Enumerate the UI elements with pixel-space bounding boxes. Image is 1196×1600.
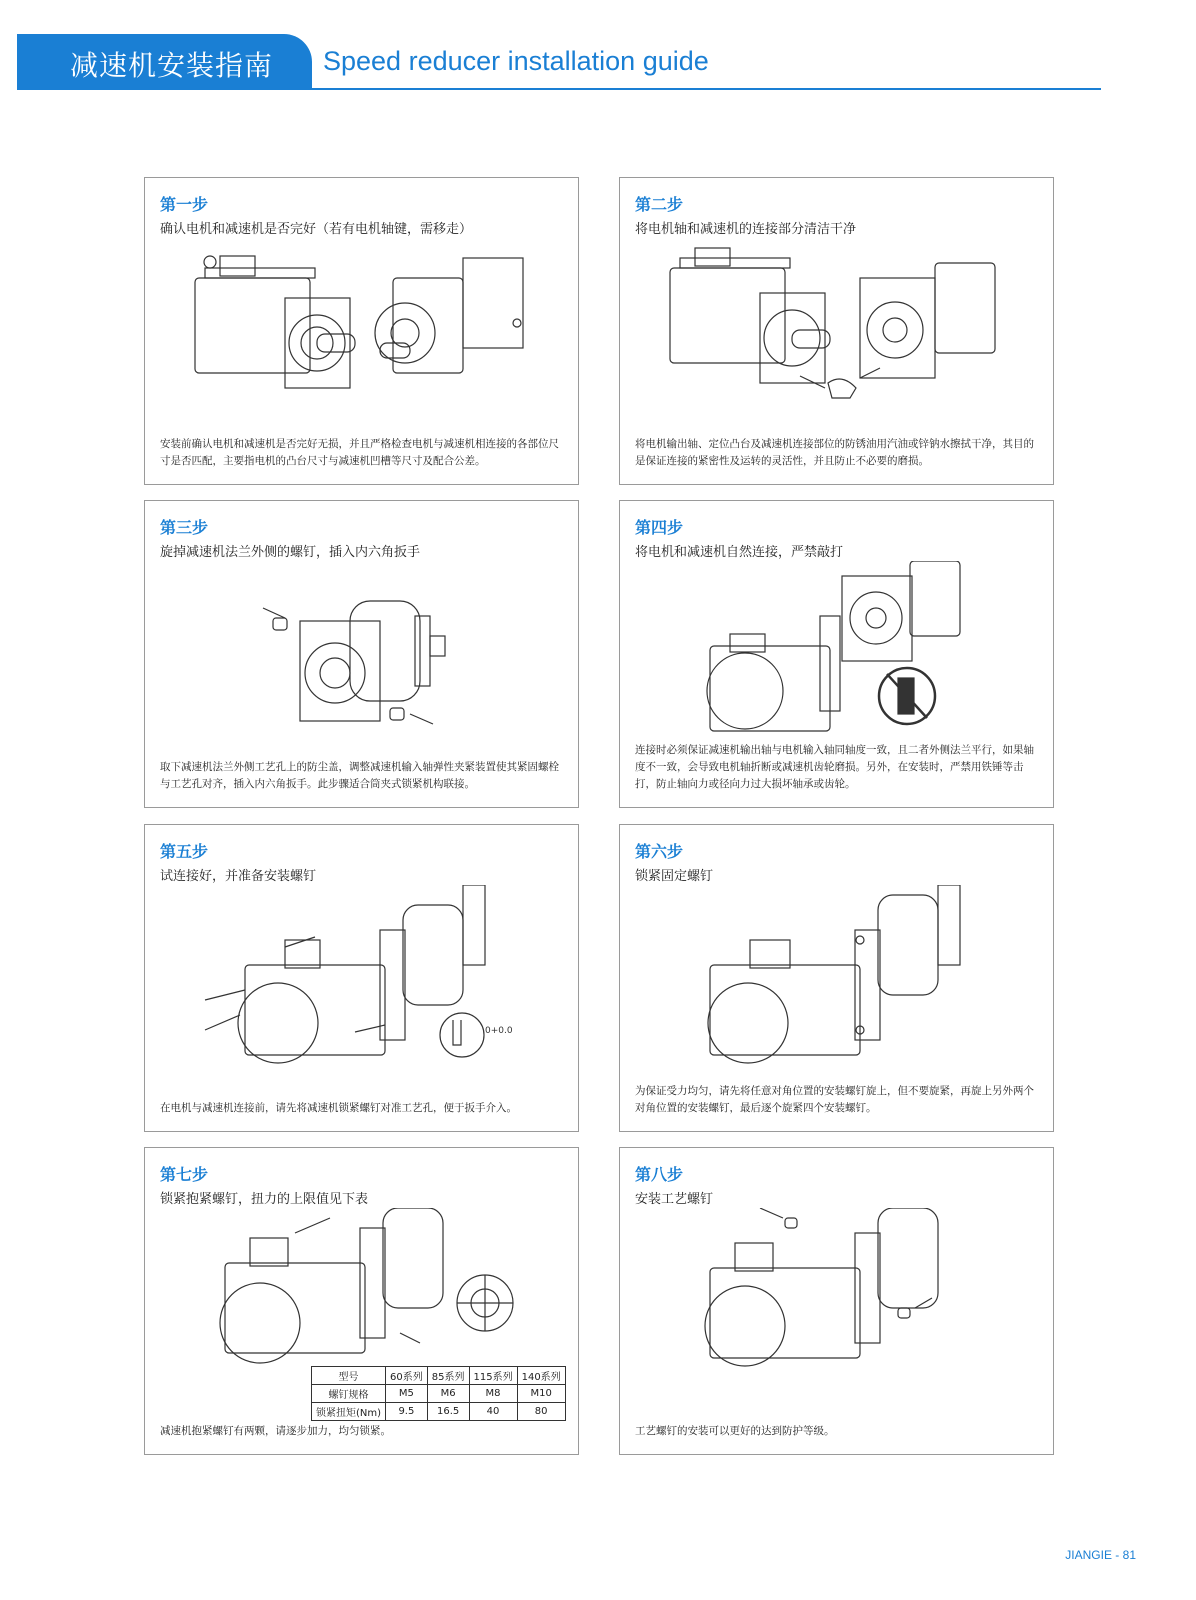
torque-table (311, 1366, 566, 1421)
step-card-2 (619, 177, 1054, 485)
footer-separator: - (1115, 1548, 1120, 1562)
table-cell: 螺钉规格 (312, 1385, 386, 1403)
step-subtitle: 锁紧固定螺钉 (635, 869, 714, 884)
cleaning-illustration (620, 238, 1055, 428)
step-card-1 (144, 177, 579, 485)
table-cell: 型号 (312, 1367, 386, 1385)
step-card-7 (144, 1147, 579, 1455)
table-cell: 115系列 (469, 1367, 517, 1385)
table-cell: 9.5 (386, 1403, 428, 1421)
table-cell: 锁紧扭矩(Nm) (312, 1403, 386, 1421)
header-title-en: Speed reducer installation guide (323, 46, 709, 76)
step-description: 将电机输出轴、定位凸台及减速机连接部位的防锈油用汽油或锌钠水擦拭干净，其目的是保证连接的紧密性及运转的灵活性，并且防止不必要的磨损。 (635, 438, 1034, 467)
step-card-5 (144, 824, 579, 1132)
tighten-screws-illustration (620, 885, 1055, 1075)
step-description: 在电机与减速机连接前，请先将减速机锁紧螺钉对准工艺孔，便于扳手介入。 (160, 1102, 517, 1114)
header-title-cn: 减速机安装指南 (70, 49, 274, 82)
table-cell: 85系列 (427, 1367, 469, 1385)
table-cell: 60系列 (386, 1367, 428, 1385)
step-subtitle: 确认电机和减速机是否完好（若有电机轴键，需移走） (160, 222, 473, 237)
table-cell: M8 (469, 1385, 517, 1403)
install-process-screws-illustration (620, 1208, 1055, 1398)
step-title: 第八步 (635, 1165, 684, 1184)
step-subtitle: 将电机轴和减速机的连接部分清洁干净 (635, 222, 857, 237)
header-divider (17, 88, 1101, 90)
step-title: 第六步 (635, 842, 684, 861)
step-title: 第七步 (160, 1165, 209, 1184)
table-cell: M10 (517, 1385, 565, 1403)
step-subtitle: 旋掉减速机法兰外侧的螺钉，插入内六角扳手 (160, 545, 421, 560)
step-description: 连接时必须保证减速机输出轴与电机输入轴同轴度一致，且二者外侧法兰平行，如果轴度不一致，会导致电机轴折断或减速机齿轮磨损。另外，在安装时，严禁用铁锤等击打，防止轴向力或径向力过大损坏轴承或齿轮。 (635, 744, 1034, 790)
step-title: 第四步 (635, 518, 684, 537)
table-cell: M6 (427, 1385, 469, 1403)
table-header-row (312, 1367, 566, 1385)
step-card-8 (619, 1147, 1054, 1455)
step-title: 第一步 (160, 195, 209, 214)
page-header (0, 0, 1196, 100)
page-footer (1065, 1548, 1136, 1562)
step-card-3 (144, 500, 579, 808)
motor-and-reducer-illustration (145, 238, 580, 428)
step-description: 取下减速机法兰外侧工艺孔上的防尘盖，调整减速机输入轴弹性夹紧装置使其紧固螺栓与工艺孔对齐，插入内六角扳手。此步骤适合筒夹式锁紧机构联接。 (160, 761, 559, 790)
trial-connection-illustration (145, 885, 580, 1075)
table-row (312, 1403, 566, 1421)
remove-screw-illustration (145, 561, 580, 751)
step-description: 为保证受力均匀，请先将任意对角位置的安装螺钉旋上，但不要旋紧，再旋上另外两个对角位置的安装螺钉，最后逐个旋紧四个安装螺钉。 (635, 1085, 1034, 1114)
table-cell: 16.5 (427, 1403, 469, 1421)
step-card-6 (619, 824, 1054, 1132)
table-cell: 80 (517, 1403, 565, 1421)
step-title: 第三步 (160, 518, 209, 537)
step-subtitle: 试连接好，并准备安装螺钉 (160, 869, 317, 884)
step-subtitle: 锁紧抱紧螺钉，扭力的上限值见下表 (160, 1192, 369, 1207)
step-title: 第二步 (635, 195, 684, 214)
table-cell: 140系列 (517, 1367, 565, 1385)
step-description: 安装前确认电机和减速机是否完好无损，并且严格检查电机与减速机相连接的各部位尺寸是否匹配，主要指电机的凸台尺寸与减速机凹槽等尺寸及配合公差。 (160, 438, 559, 467)
footer-brand: JIANGIE (1065, 1548, 1112, 1562)
table-row (312, 1385, 566, 1403)
page-number: 81 (1122, 1548, 1136, 1562)
tolerance-label: 0+0.0 (485, 1026, 513, 1036)
table-cell: M5 (386, 1385, 428, 1403)
table-cell: 40 (469, 1403, 517, 1421)
connect-motor-illustration (620, 561, 1055, 751)
step-description: 减速机抱紧螺钉有两颗，请逐步加力，均匀锁紧。 (160, 1425, 391, 1437)
step-title: 第五步 (160, 842, 209, 861)
step-description: 工艺螺钉的安装可以更好的达到防护等级。 (635, 1425, 835, 1437)
step-subtitle: 安装工艺螺钉 (635, 1192, 714, 1207)
step-subtitle: 将电机和减速机自然连接，严禁敲打 (635, 545, 844, 560)
step-card-4 (619, 500, 1054, 808)
